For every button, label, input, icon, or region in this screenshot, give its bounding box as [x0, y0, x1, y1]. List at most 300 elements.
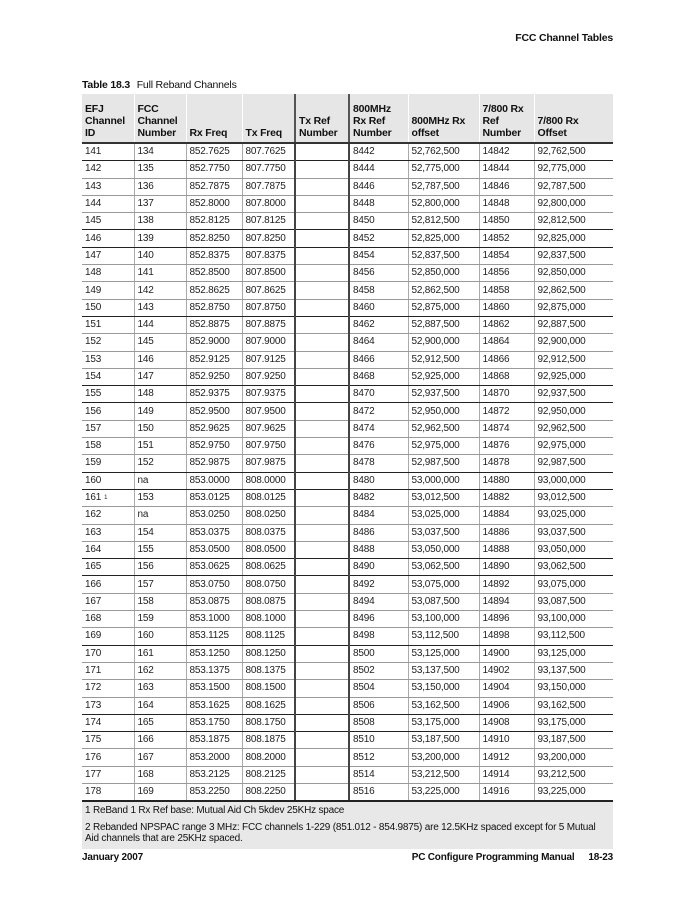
- cell-value: 8514: [353, 768, 375, 780]
- column-header: 7/800 Rx Ref Number: [479, 94, 534, 143]
- table-row: [82, 178, 613, 195]
- table-cell: [408, 559, 479, 576]
- cell-value: 808.1000: [245, 613, 286, 625]
- table-row: [82, 438, 613, 455]
- cell-value: 52,875,000: [411, 301, 460, 313]
- table-note: 1 ReBand 1 Rx Ref base: Mutual Aid Ch 5kdev 25KHz space: [85, 805, 345, 817]
- cell-value: 169: [137, 786, 154, 798]
- table-caption: [82, 79, 237, 91]
- table-cell: [349, 541, 408, 558]
- cell-value: 808.2125: [245, 768, 286, 780]
- cell-value: 93,075,000: [537, 578, 586, 590]
- table-cell: [242, 680, 295, 697]
- table-cell: [295, 472, 349, 489]
- table-cell: [134, 697, 186, 714]
- cell-value: 153: [85, 353, 102, 365]
- cell-value: 14858: [482, 284, 510, 296]
- cell-value: 93,175,000: [537, 716, 586, 728]
- cell-value: 853.0750: [189, 578, 230, 590]
- cell-value: 150: [85, 301, 102, 313]
- table-cell: [134, 195, 186, 212]
- table-cell: [408, 455, 479, 472]
- cell-value: 166: [85, 578, 102, 590]
- cell-value: 93,100,000: [537, 613, 586, 625]
- cell-value: 92,875,000: [537, 301, 586, 313]
- table-cell: [349, 489, 408, 506]
- table-cell: [479, 178, 534, 195]
- cell-value: 853.1500: [189, 682, 230, 694]
- table-cell: [349, 438, 408, 455]
- table-cell: [349, 662, 408, 679]
- table-cell: [186, 351, 242, 368]
- table-row: [82, 143, 613, 161]
- cell-value: 159: [85, 457, 102, 469]
- cell-value: 53,187,500: [411, 734, 460, 746]
- cell-value: 14912: [482, 751, 510, 763]
- table-cell: [134, 472, 186, 489]
- cell-value: 8462: [353, 319, 375, 331]
- table-row: [82, 230, 613, 247]
- table-cell: [534, 766, 613, 783]
- table-cell: [408, 628, 479, 645]
- table-cell: [186, 316, 242, 333]
- table-cell: [186, 386, 242, 403]
- cell-value: 852.9000: [189, 336, 230, 348]
- cell-value: 8468: [353, 371, 375, 382]
- table-cell: [186, 368, 242, 385]
- cell-value: 148: [85, 267, 102, 279]
- cell-value: 165: [137, 716, 154, 728]
- table-row: [82, 766, 613, 783]
- cell-value: 161: [85, 492, 102, 504]
- table-cell: [242, 230, 295, 247]
- table-cell: [242, 489, 295, 506]
- cell-value: 141: [137, 267, 154, 279]
- table-cell: [134, 507, 186, 524]
- cell-value: 14864: [482, 336, 510, 348]
- cell-value: 93,150,000: [537, 682, 586, 694]
- table-cell: [82, 161, 134, 178]
- table-cell: [134, 143, 186, 161]
- table-cell: [242, 576, 295, 593]
- cell-value: 136: [137, 180, 154, 192]
- cell-value: 159: [137, 613, 154, 625]
- table-cell: [82, 438, 134, 455]
- table-cell: [408, 195, 479, 212]
- cell-value: 138: [137, 215, 154, 227]
- table-cell: [82, 386, 134, 403]
- table-row: [82, 455, 613, 472]
- cell-value: 14916: [482, 786, 510, 798]
- table-cell: [242, 438, 295, 455]
- cell-value: 160: [85, 474, 102, 486]
- table-cell: [242, 662, 295, 679]
- table-cell: [295, 749, 349, 766]
- column-header: 800MHz Rx Ref Number: [349, 94, 408, 143]
- table-cell: [82, 472, 134, 489]
- table-cell: [82, 368, 134, 385]
- table-cell: [295, 213, 349, 230]
- cell-value: 14890: [482, 561, 510, 573]
- cell-value: 853.1250: [189, 647, 230, 659]
- table-cell: [242, 714, 295, 731]
- table-cell: [82, 247, 134, 264]
- table-cell: [349, 472, 408, 489]
- cell-value: 8446: [353, 180, 375, 192]
- table-cell: [134, 680, 186, 697]
- table-cell: [186, 265, 242, 282]
- table-cell: [134, 524, 186, 541]
- cell-value: 53,025,000: [411, 509, 460, 521]
- table-row: [82, 783, 613, 801]
- table-row: [82, 351, 613, 368]
- cell-value: 807.8500: [245, 267, 286, 279]
- table-cell: [134, 386, 186, 403]
- cell-value: 53,037,500: [411, 526, 460, 538]
- table-cell: [295, 161, 349, 178]
- table-row: [82, 420, 613, 437]
- cell-value: 52,850,000: [411, 267, 460, 279]
- cell-value: 808.0000: [245, 474, 286, 486]
- table-cell: [82, 611, 134, 628]
- cell-value: 92,962,500: [537, 422, 586, 434]
- table-cell: [295, 455, 349, 472]
- table-cell: [408, 282, 479, 299]
- table-cell: [534, 472, 613, 489]
- table-cell: [82, 334, 134, 351]
- cell-value: 155: [137, 543, 154, 555]
- table-cell: [479, 213, 534, 230]
- cell-value: 14878: [482, 457, 510, 469]
- cell-value: 807.9125: [245, 353, 286, 365]
- table-cell: [349, 680, 408, 697]
- cell-value: 807.9750: [245, 440, 286, 452]
- table-cell: [82, 628, 134, 645]
- cell-value: 852.9125: [189, 353, 230, 365]
- table-cell: [82, 662, 134, 679]
- table-row: [82, 714, 613, 731]
- table-cell: [479, 316, 534, 333]
- cell-value: 147: [137, 371, 154, 382]
- table-cell: [479, 749, 534, 766]
- table-cell: [295, 230, 349, 247]
- table-cell: [534, 714, 613, 731]
- table-cell: [479, 195, 534, 212]
- table-cell: [479, 438, 534, 455]
- table-cell: [295, 697, 349, 714]
- cell-value: 14850: [482, 215, 510, 227]
- table-cell: [295, 559, 349, 576]
- table-cell: [479, 576, 534, 593]
- cell-value: 14888: [482, 543, 510, 555]
- table-cell: [82, 282, 134, 299]
- cell-value: 8492: [353, 578, 375, 590]
- table-cell: [134, 662, 186, 679]
- cell-value: 14892: [482, 578, 510, 590]
- table-cell: [349, 143, 408, 161]
- cell-value: 808.1750: [245, 716, 286, 728]
- table-cell: [534, 282, 613, 299]
- cell-value: 156: [85, 405, 102, 417]
- cell-value: 163: [85, 526, 102, 538]
- column-header: 7/800 Rx Offset: [534, 94, 613, 143]
- table-cell: [242, 697, 295, 714]
- table-cell: [479, 559, 534, 576]
- table-cell: [408, 576, 479, 593]
- cell-value: 14904: [482, 682, 510, 694]
- cell-value: 171: [85, 665, 102, 677]
- cell-value: 157: [85, 422, 102, 434]
- cell-value: 92,762,500: [537, 146, 586, 158]
- cell-value: 8444: [353, 163, 375, 175]
- table-cell: [349, 316, 408, 333]
- table-cell: [134, 749, 186, 766]
- table-cell: [134, 438, 186, 455]
- cell-value: 137: [137, 198, 154, 210]
- cell-value: 14848: [482, 198, 510, 210]
- cell-value: 53,112,500: [411, 630, 459, 642]
- table-cell: [479, 143, 534, 161]
- table-cell: [242, 766, 295, 783]
- table-cell: [82, 403, 134, 420]
- table-cell: [479, 611, 534, 628]
- table-cell: [82, 732, 134, 749]
- cell-value: 14914: [482, 768, 510, 780]
- table-cell: [534, 334, 613, 351]
- cell-value: 14882: [482, 492, 510, 504]
- cell-value: 853.0250: [189, 509, 230, 521]
- table-row: [82, 403, 613, 420]
- cell-value: 14902: [482, 665, 510, 677]
- cell-value: 53,012,500: [411, 492, 460, 504]
- table-cell: [134, 714, 186, 731]
- cell-value: 14906: [482, 699, 510, 711]
- table-cell: [186, 195, 242, 212]
- cell-value: 162: [137, 665, 154, 677]
- table-cell: [408, 662, 479, 679]
- cell-value: 8502: [353, 665, 375, 677]
- table-cell: [134, 230, 186, 247]
- table-cell: [479, 680, 534, 697]
- cell-value: 145: [85, 215, 102, 227]
- cell-value: 852.9750: [189, 440, 230, 452]
- table-row: [82, 368, 613, 385]
- cell-value: 92,825,000: [537, 232, 586, 244]
- table-cell: [242, 593, 295, 610]
- cell-value: 8498: [353, 630, 375, 642]
- table-cell: [134, 559, 186, 576]
- column-header: EFJ Channel ID: [82, 94, 134, 143]
- table-cell: [295, 628, 349, 645]
- cell-value: 14886: [482, 526, 510, 538]
- table-cell: [242, 299, 295, 316]
- table-cell: [349, 334, 408, 351]
- cell-value: 853.0625: [189, 561, 230, 573]
- table-row: [82, 593, 613, 610]
- cell-value: 852.9375: [189, 388, 230, 400]
- table-cell: [82, 559, 134, 576]
- cell-value: 853.1750: [189, 716, 230, 728]
- cell-value: 852.7625: [189, 146, 230, 158]
- table-cell: [295, 732, 349, 749]
- cell-value: 92,862,500: [537, 284, 586, 296]
- cell-value: 807.9000: [245, 336, 286, 348]
- table-cell: [349, 368, 408, 385]
- cell-value: 8506: [353, 699, 375, 711]
- cell-value: 8472: [353, 405, 375, 417]
- cell-value: 8442: [353, 146, 375, 158]
- cell-value: 147: [85, 249, 102, 261]
- table-cell: [82, 195, 134, 212]
- cell-value: 14860: [482, 301, 510, 313]
- table-row: [82, 680, 613, 697]
- cell-value: 93,000,000: [537, 474, 586, 486]
- cell-value: 93,025,000: [537, 509, 586, 521]
- table-cell: [479, 541, 534, 558]
- table-row: [82, 161, 613, 178]
- table-cell: [186, 472, 242, 489]
- cell-value: 14866: [482, 353, 510, 365]
- table-row: [82, 611, 613, 628]
- table-cell: [186, 438, 242, 455]
- table-cell: [349, 420, 408, 437]
- cell-value: 14880: [482, 474, 510, 486]
- cell-value: 135: [137, 163, 154, 175]
- cell-value: 14900: [482, 647, 510, 659]
- cell-value: 143: [137, 301, 154, 313]
- cell-value: 852.9875: [189, 457, 230, 469]
- cell-value: 52,925,000: [411, 371, 460, 382]
- table-cell: [349, 161, 408, 178]
- cell-value: 93,200,000: [537, 751, 586, 763]
- table-cell: [82, 178, 134, 195]
- table-cell: [295, 316, 349, 333]
- table-cell: [186, 576, 242, 593]
- cell-value: 807.8000: [245, 198, 286, 210]
- cell-value: 177: [85, 768, 102, 780]
- cell-value: 808.2250: [245, 786, 286, 798]
- table-cell: [295, 783, 349, 801]
- table-cell: [134, 576, 186, 593]
- cell-value: 92,975,000: [537, 440, 586, 452]
- table-cell: [408, 645, 479, 662]
- table-row: [82, 282, 613, 299]
- cell-value: 14842: [482, 146, 510, 158]
- cell-value: 153: [137, 492, 154, 504]
- cell-value: 853.2000: [189, 751, 230, 763]
- cell-value: 852.8125: [189, 215, 230, 227]
- table-row: [82, 265, 613, 282]
- table-cell: [479, 732, 534, 749]
- table-row: [82, 507, 613, 524]
- table-cell: [349, 766, 408, 783]
- table-cell: [82, 645, 134, 662]
- cell-value: 145: [137, 336, 154, 348]
- table-cell: [82, 230, 134, 247]
- table-cell: [242, 611, 295, 628]
- table-cell: [186, 161, 242, 178]
- cell-value: 93,087,500: [537, 595, 586, 607]
- table-cell: [295, 334, 349, 351]
- table-cell: [349, 524, 408, 541]
- table-cell: [82, 507, 134, 524]
- table-cell: [134, 403, 186, 420]
- table-cell: [186, 282, 242, 299]
- table-row: [82, 472, 613, 489]
- table-caption-title: Full Reband Channels: [136, 79, 237, 91]
- table-cell: [479, 351, 534, 368]
- table-cell: [186, 334, 242, 351]
- table-cell: [349, 213, 408, 230]
- table-cell: [534, 438, 613, 455]
- table-cell: [534, 697, 613, 714]
- table-cell: [534, 749, 613, 766]
- table-cell: [134, 299, 186, 316]
- table-cell: [534, 351, 613, 368]
- cell-value: 93,112,500: [537, 630, 585, 642]
- table-cell: [242, 472, 295, 489]
- cell-value: 52,762,500: [411, 146, 460, 158]
- table-cell: [534, 559, 613, 576]
- table-cell: [349, 749, 408, 766]
- cell-value: 148: [137, 388, 154, 400]
- table-cell: [479, 299, 534, 316]
- cell-value: 808.0125: [245, 492, 286, 504]
- table-cell: [186, 247, 242, 264]
- table-row: [82, 749, 613, 766]
- table-cell: [134, 334, 186, 351]
- table-cell: [186, 541, 242, 558]
- table-cell: [242, 732, 295, 749]
- table-cell: [82, 766, 134, 783]
- table-cell: [186, 507, 242, 524]
- table-cell: [186, 714, 242, 731]
- cell-value: 853.2125: [189, 768, 230, 780]
- cell-value: 14872: [482, 405, 510, 417]
- table-cell: [408, 593, 479, 610]
- table-cell: [295, 680, 349, 697]
- cell-value: 8490: [353, 561, 375, 573]
- table-cell: [295, 438, 349, 455]
- table-cell: [479, 524, 534, 541]
- table-cell: [82, 680, 134, 697]
- table-cell: [408, 783, 479, 801]
- table-cell: [186, 230, 242, 247]
- table-cell: [186, 611, 242, 628]
- table-cell: [134, 420, 186, 437]
- table-cell: [82, 524, 134, 541]
- cell-value: 8466: [353, 353, 375, 365]
- cell-value: 93,012,500: [537, 492, 586, 504]
- cell-value: 169: [85, 630, 102, 642]
- cell-value: 93,212,500: [537, 768, 586, 780]
- table-cell: [295, 645, 349, 662]
- table-cell: [408, 143, 479, 161]
- table-cell: [534, 628, 613, 645]
- cell-value: 164: [85, 543, 102, 555]
- cell-value: 853.0375: [189, 526, 230, 538]
- table-cell: [186, 628, 242, 645]
- table-cell: [242, 247, 295, 264]
- cell-value: 170: [85, 647, 102, 659]
- table-cell: [295, 541, 349, 558]
- table-row: [82, 662, 613, 679]
- table-cell: [242, 559, 295, 576]
- cell-value: 52,837,500: [411, 249, 460, 261]
- table-cell: [242, 161, 295, 178]
- table-cell: [186, 403, 242, 420]
- table-cell: [295, 403, 349, 420]
